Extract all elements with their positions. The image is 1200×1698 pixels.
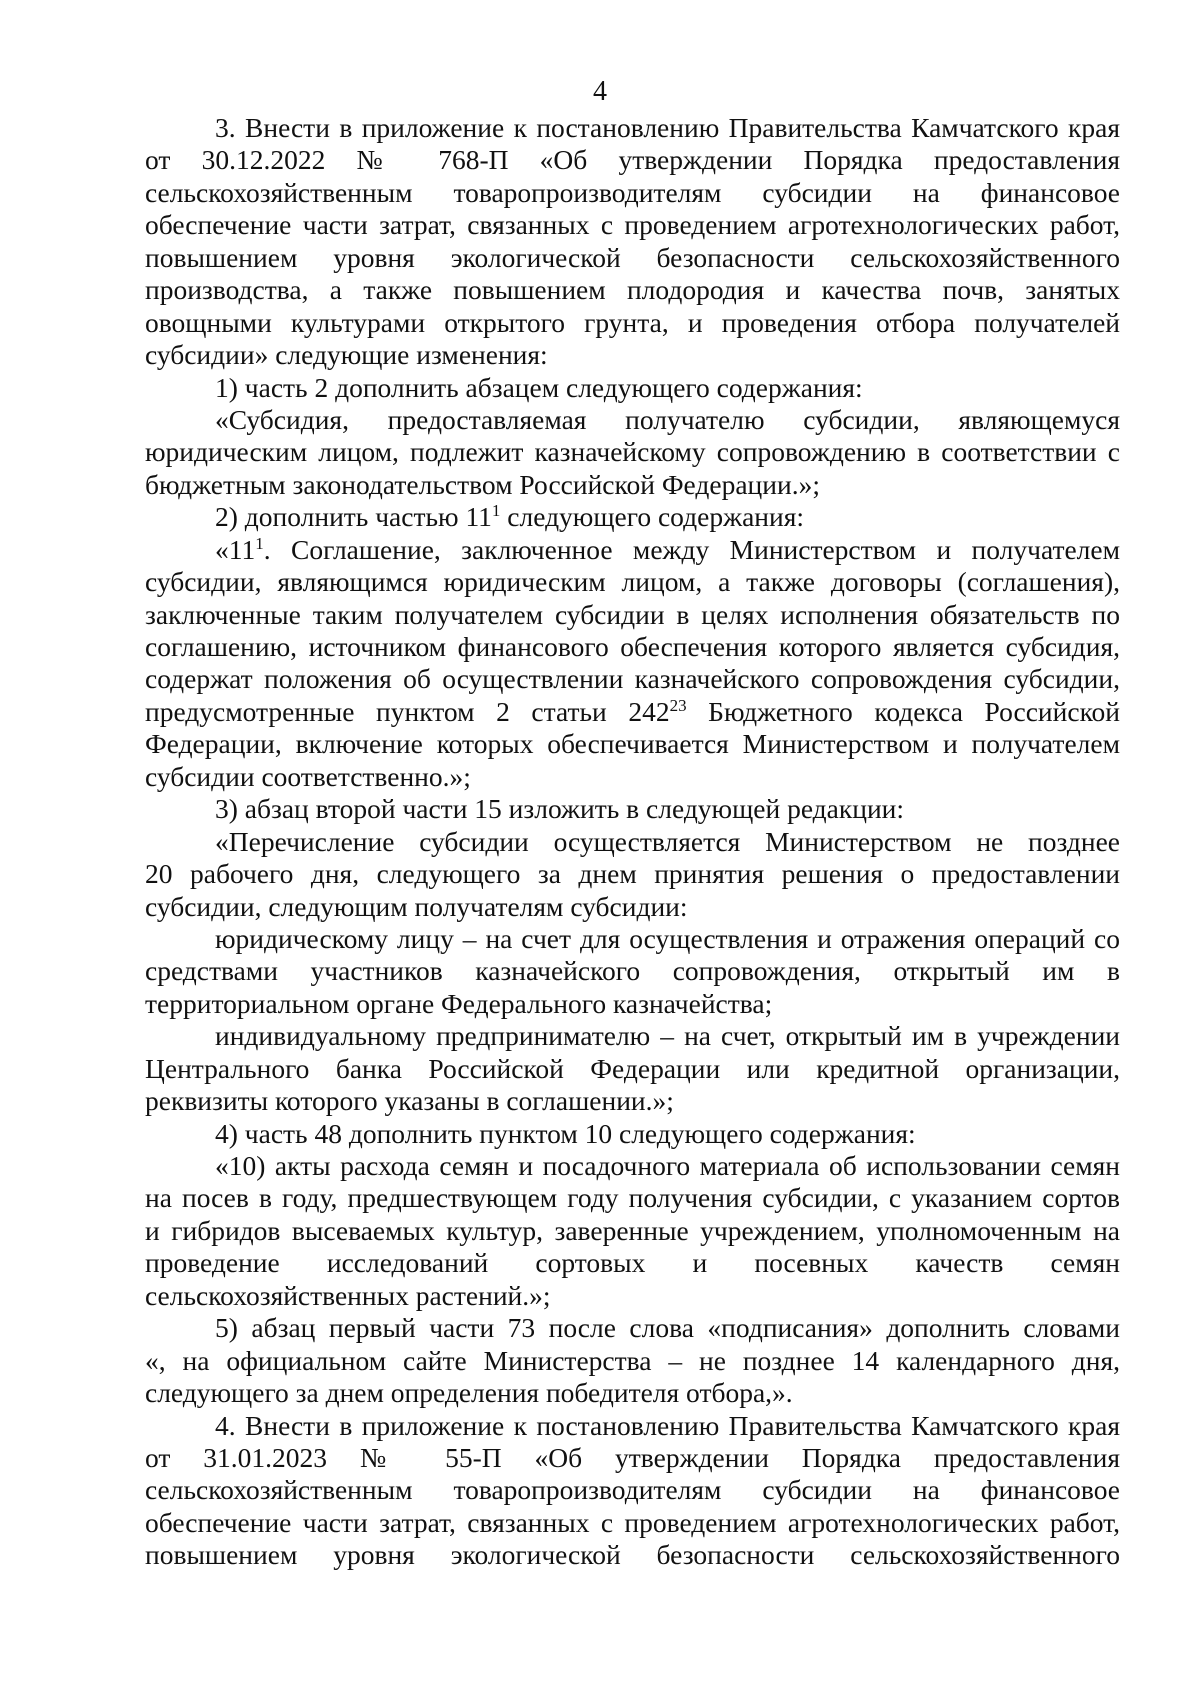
- line-text: повышением уровня экологической безопасности сельскохозяйственного: [145, 1539, 1120, 1571]
- line-text: 2) дополнить частью 11: [215, 501, 492, 533]
- text-line: [145, 696, 1120, 728]
- line-text: «Субсидия, предоставляемая получателю субсидии, являющемуся: [215, 403, 1120, 435]
- line-text: обеспечение части затрат, связанных с проведением агротехнологических работ,: [145, 1506, 1120, 1538]
- line-text: предусмотренные пунктом 2 статьи 242: [145, 695, 670, 727]
- text-line: [145, 534, 1120, 566]
- text-line: [145, 209, 1120, 241]
- line-text: 4) часть 48 дополнить пунктом 10 следующего содержания:: [215, 1117, 916, 1149]
- line-text: следующего за днем определения победителя отбора,».: [145, 1377, 793, 1409]
- line-text: бюджетным законодательством Российской Федерации.»;: [145, 468, 820, 500]
- line-text: Федерации, включение которых обеспечивается Министерством и получателем: [145, 728, 1120, 760]
- text-line: [145, 1410, 1120, 1442]
- text-line: [145, 1182, 1120, 1214]
- line-text: «11: [215, 533, 256, 565]
- line-text: обеспечение части затрат, связанных с проведением агротехнологических работ,: [145, 209, 1120, 241]
- text-line: [145, 955, 1120, 987]
- text-line: [145, 1377, 1120, 1409]
- text-line: [145, 761, 1120, 793]
- line-text: «, на официальном сайте Министерства – не позднее 14 календарного дня,: [145, 1344, 1120, 1376]
- line-text: сельскохозяйственных растений.»;: [145, 1279, 551, 1311]
- line-text: реквизиты которого указаны в соглашении.»;: [145, 1085, 674, 1117]
- line-text: 4. Внести в приложение к постановлению Правительства Камчатского края: [215, 1409, 1120, 1441]
- text-line: [145, 988, 1120, 1020]
- text-line: [145, 566, 1120, 598]
- text-line: [145, 599, 1120, 631]
- text-line: [145, 1442, 1120, 1474]
- superscript: 1: [491, 501, 501, 521]
- document-body: [145, 112, 1120, 1572]
- line-text: субсидии, являющимся юридическим лицом, а также договоры (соглашения),: [145, 566, 1120, 598]
- text-line: [145, 501, 1120, 533]
- text-line: [145, 177, 1120, 209]
- text-line: [145, 1085, 1120, 1117]
- line-text: юридическому лицу – на счет для осуществления и отражения операций со: [215, 922, 1120, 954]
- text-line: [145, 1150, 1120, 1182]
- line-text: территориальном органе Федерального казначейства;: [145, 987, 773, 1019]
- line-text: индивидуальному предпринимателю – на счет, открытый им в учреждении: [215, 1020, 1120, 1052]
- text-line: [145, 1507, 1120, 1539]
- line-text: повышением уровня экологической безопасности сельскохозяйственного: [145, 241, 1120, 273]
- text-line: [145, 728, 1120, 760]
- line-text: соглашению, источником финансового обеспечения которого является субсидия,: [145, 631, 1120, 662]
- line-text: и гибридов высеваемых культур, заверенные учреждением, уполномоченным на: [145, 1214, 1120, 1246]
- line-text: сельскохозяйственным товаропроизводителям субсидии на финансовое: [145, 176, 1120, 208]
- line-text: сельскохозяйственным товаропроизводителям субсидии на финансовое: [145, 1474, 1120, 1506]
- text-line: [145, 112, 1120, 144]
- text-line: [145, 1053, 1120, 1085]
- line-text: овощными культурами открытого грунта, и проведения отбора получателей: [145, 306, 1120, 338]
- line-text: средствами участников казначейского сопровождения, открытый им в: [145, 955, 1120, 987]
- text-line: [145, 436, 1120, 468]
- line-text: Центрального банка Российской Федерации или кредитной организации,: [145, 1052, 1120, 1084]
- text-line: [145, 826, 1120, 858]
- text-line: [145, 274, 1120, 306]
- text-line: [145, 1539, 1120, 1571]
- text-line: [145, 1312, 1120, 1344]
- line-text: 5) абзац первый части 73 после слова «подписания» дополнить словами: [215, 1312, 1120, 1344]
- page-number: 4: [593, 76, 607, 107]
- text-line: [145, 242, 1120, 274]
- line-text: 20 рабочего дня, следующего за днем принятия решения о предоставлении: [145, 858, 1120, 890]
- text-line: [145, 307, 1120, 339]
- text-line: [145, 923, 1120, 955]
- line-text: «Перечисление субсидии осуществляется Министерством не позднее: [215, 825, 1120, 857]
- text-line: [145, 1345, 1120, 1377]
- line-text: 3) абзац второй части 15 изложить в следующей редакции:: [215, 793, 905, 825]
- line-text: от 31.01.2023 № 55-П «Об утверждении Порядка предоставления: [145, 1441, 1120, 1473]
- text-line: [145, 631, 1120, 663]
- line-text-continued: следующего содержания:: [500, 501, 804, 533]
- text-line: [145, 469, 1120, 501]
- text-line: [145, 1215, 1120, 1247]
- superscript: 1: [255, 533, 264, 553]
- text-line: [145, 1474, 1120, 1506]
- line-text: от 30.12.2022 № 768-П «Об утверждении Порядка предоставления: [145, 144, 1120, 176]
- superscript: 23: [669, 695, 687, 715]
- line-text: содержат положения об осуществлении казначейского сопровождения субсидии,: [145, 663, 1120, 695]
- line-text-continued: Бюджетного кодекса Российской: [686, 695, 1120, 727]
- text-line: [145, 339, 1120, 371]
- text-line: [145, 404, 1120, 436]
- text-line: [145, 793, 1120, 825]
- text-line: [145, 1247, 1120, 1279]
- text-line: [145, 1280, 1120, 1312]
- text-line: [145, 663, 1120, 695]
- text-line: [145, 1020, 1120, 1052]
- line-text: на посев в году, предшествующем году получения субсидии, с указанием сортов: [145, 1182, 1120, 1214]
- line-text: юридическим лицом, подлежит казначейскому сопровождению в соответствии с: [145, 436, 1120, 468]
- line-text: «10) акты расхода семян и посадочного материала об использовании семян: [215, 1150, 1120, 1181]
- line-text: субсидии, следующим получателям субсидии:: [145, 890, 688, 922]
- text-line: [145, 144, 1120, 176]
- line-text: производства, а также повышением плодородия и качества почв, занятых: [145, 274, 1120, 306]
- line-text: 3. Внести в приложение к постановлению Правительства Камчатского края: [215, 112, 1120, 143]
- line-text: субсидии соответственно.»;: [145, 760, 471, 792]
- line-text: субсидии» следующие изменения:: [145, 339, 548, 371]
- text-line: [145, 1118, 1120, 1150]
- text-line: [145, 891, 1120, 923]
- text-line: [145, 372, 1120, 404]
- line-text: заключенные таким получателем субсидии в целях исполнения обязательств по: [145, 598, 1120, 630]
- line-text-continued: . Соглашение, заключенное между Министерством и получателем: [263, 533, 1120, 565]
- line-text: проведение исследований сортовых и посевных качеств семян: [145, 1247, 1120, 1279]
- text-line: [145, 858, 1120, 890]
- line-text: 1) часть 2 дополнить абзацем следующего содержания:: [215, 371, 863, 403]
